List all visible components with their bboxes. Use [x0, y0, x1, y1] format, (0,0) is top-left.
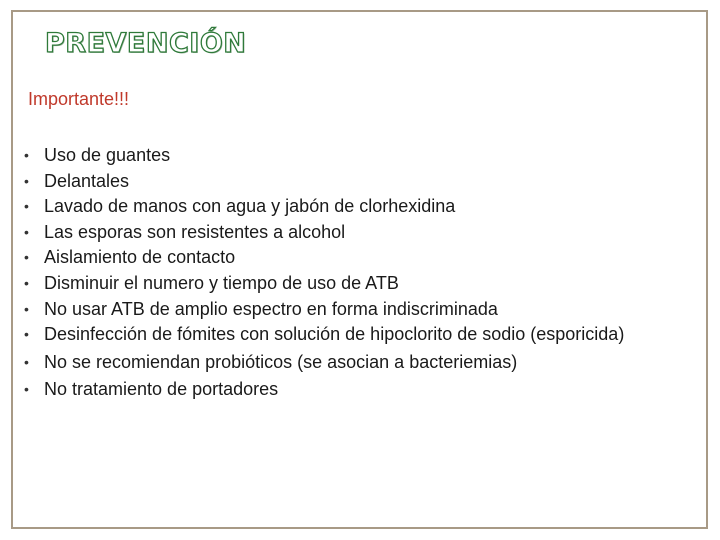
list-item-text: No tratamiento de portadores: [44, 379, 279, 400]
list-item: [24, 350, 674, 376]
list-item: [24, 143, 674, 169]
list-item: [24, 245, 674, 271]
bullet-icon: •: [24, 249, 29, 266]
list-item: [24, 220, 674, 246]
bullet-list: [24, 143, 674, 403]
list-item-text: Delantales: [44, 170, 130, 191]
slide-subtitle: Importante!!!: [28, 89, 130, 109]
list-item-text: Las esporas son resistentes a alcohol: [44, 221, 346, 242]
slide-title: PREVENCIÓN: [45, 28, 247, 59]
list-item: [24, 297, 674, 323]
list-item: [24, 377, 674, 403]
list-item: [24, 194, 674, 220]
bullet-icon: •: [24, 172, 29, 189]
bullet-icon: •: [24, 353, 29, 370]
list-item-text: Disminuir el numero y tiempo de uso de ATB: [44, 272, 399, 293]
list-item-text: No usar ATB de amplio espectro en forma indiscriminada: [44, 298, 498, 319]
list-item-text: Lavado de manos con agua y jabón de clorhexidina: [44, 196, 456, 217]
list-item: [24, 169, 674, 195]
list-item: [24, 271, 674, 297]
bullet-icon: •: [24, 326, 29, 343]
list-item-text: Uso de guantes: [44, 145, 171, 165]
list-item-text: Aislamiento de contacto: [44, 247, 236, 268]
bullet-icon: •: [24, 223, 29, 240]
bullet-icon: •: [24, 274, 29, 291]
bullet-icon: •: [24, 381, 29, 398]
list-item-text: Desinfección de fómites con solución de hipoclorito de sodio (esporicida): [44, 324, 625, 345]
list-item: [24, 322, 674, 348]
bullet-icon: •: [24, 147, 29, 163]
list-item-text: No se recomiendan probióticos (se asocian a bacteriemias): [44, 351, 518, 372]
bullet-icon: •: [24, 198, 29, 215]
bullet-icon: •: [24, 300, 29, 317]
